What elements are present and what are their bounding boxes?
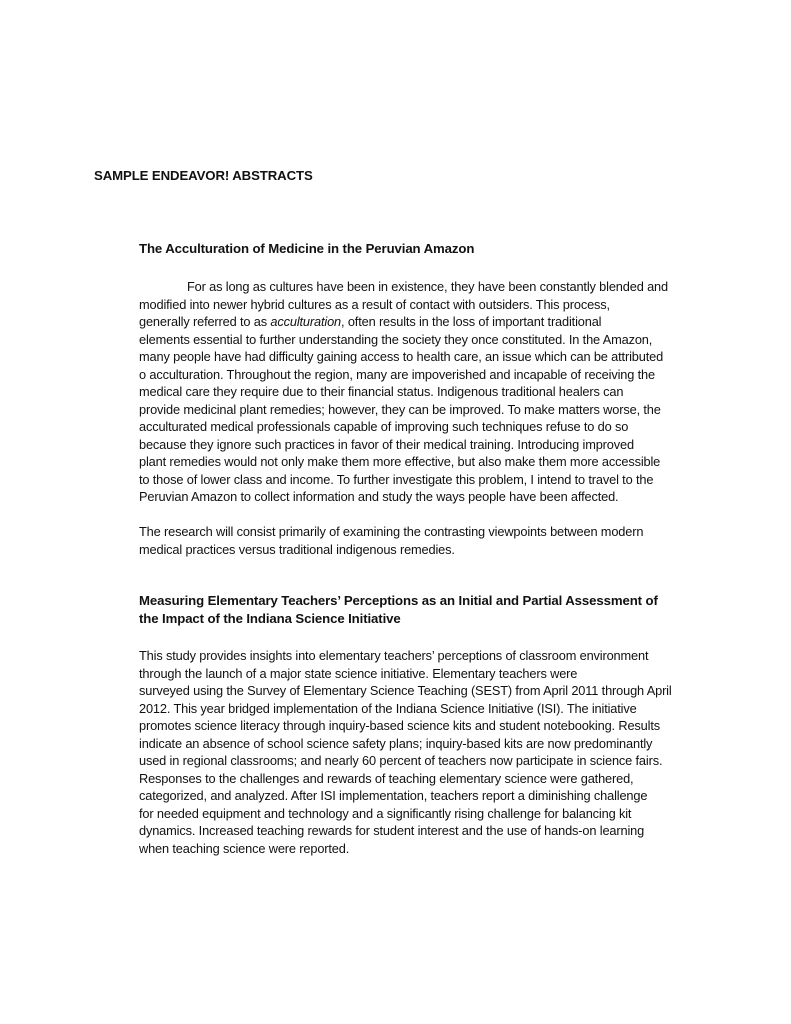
italic-term: acculturation	[270, 314, 342, 329]
text-line: many people have had difficulty gaining access to health care, an issue which can be attributed	[139, 349, 664, 364]
text-line: elements essential to further understanding the society they once constituted. In the Amazon,	[139, 331, 653, 347]
title-line: the Impact of the Indiana Science Initiative	[139, 611, 401, 626]
text-line: promotes science literacy through inquiry-based science kits and student notebooking. Results	[139, 718, 660, 733]
text-run: , often results in the loss of important traditional	[341, 314, 602, 329]
text-run: generally referred to as	[139, 314, 271, 329]
text-line: because they ignore such practices in favor of their medical training. Introducing improved	[139, 436, 634, 452]
text-line-with-italic	[139, 313, 699, 331]
abstract-title	[139, 592, 699, 628]
text-line: Peruvian Amazon to collect information and study the ways people have been affected.	[139, 489, 619, 504]
abstract-paragraph	[139, 278, 699, 506]
text-line: o acculturation. Throughout the region, many are impoverished and incapable of receiving the	[139, 366, 655, 382]
document-heading: SAMPLE ENDEAVOR! ABSTRACTS	[94, 168, 313, 183]
abstract-acculturation	[139, 240, 699, 558]
abstract-paragraph	[139, 523, 699, 558]
text-line: For as long as cultures have been in existence, they have been constantly blended and	[187, 279, 668, 294]
text-line: provide medicinal plant remedies; however, they can be improved. To make matters worse, the	[139, 401, 661, 417]
title-line: Measuring Elementary Teachers’ Perceptions as an Initial and Partial Assessment of	[139, 593, 658, 608]
text-line: modified into newer hybrid cultures as a result of contact with outsiders. This process,	[139, 296, 610, 312]
text-line: for needed equipment and technology and a significantly rising challenge for balancing kit	[139, 805, 632, 821]
text-line: categorized, and analyzed. After ISI implementation, teachers report a diminishing challenge	[139, 788, 648, 803]
text-line: when teaching science were reported.	[139, 840, 350, 856]
text-line: plant remedies would not only make them more effective, but also make them more accessible	[139, 454, 661, 469]
text-line: acculturated medical professionals capable of improving such techniques refuse to do so	[139, 419, 629, 434]
text-line: medical practices versus traditional indigenous remedies.	[139, 541, 455, 557]
text-line: medical care they require due to their financial status. Indigenous traditional healers can	[139, 384, 624, 399]
text-line: dynamics. Increased teaching rewards for student interest and the use of hands-on learning	[139, 823, 645, 838]
text-line: to those of lower class and income. To further investigate this problem, I intend to travel to the	[139, 471, 654, 487]
text-line: through the launch of a major state science initiative. Elementary teachers were	[139, 665, 578, 681]
abstract-science-initiative	[139, 592, 699, 857]
text-line: used in regional classrooms; and nearly 60 percent of teachers now participate in science fairs.	[139, 753, 663, 768]
text-line: This study provides insights into elementary teachers’ perceptions of classroom environment	[139, 648, 649, 663]
text-line: The research will consist primarily of examining the contrasting viewpoints between modern	[139, 524, 644, 539]
text-line: Responses to the challenges and rewards of teaching elementary science were gathered,	[139, 770, 634, 786]
abstract-paragraph	[139, 647, 699, 857]
text-line: 2012. This year bridged implementation of the Indiana Science Initiative (ISI). The initiative	[139, 700, 637, 716]
abstract-title: The Acculturation of Medicine in the Peruvian Amazon	[139, 241, 475, 256]
text-line: indicate an absence of school science safety plans; inquiry-based kits are now predominantly	[139, 735, 653, 751]
text-line: surveyed using the Survey of Elementary Science Teaching (SEST) from April 2011 through April	[139, 683, 672, 698]
